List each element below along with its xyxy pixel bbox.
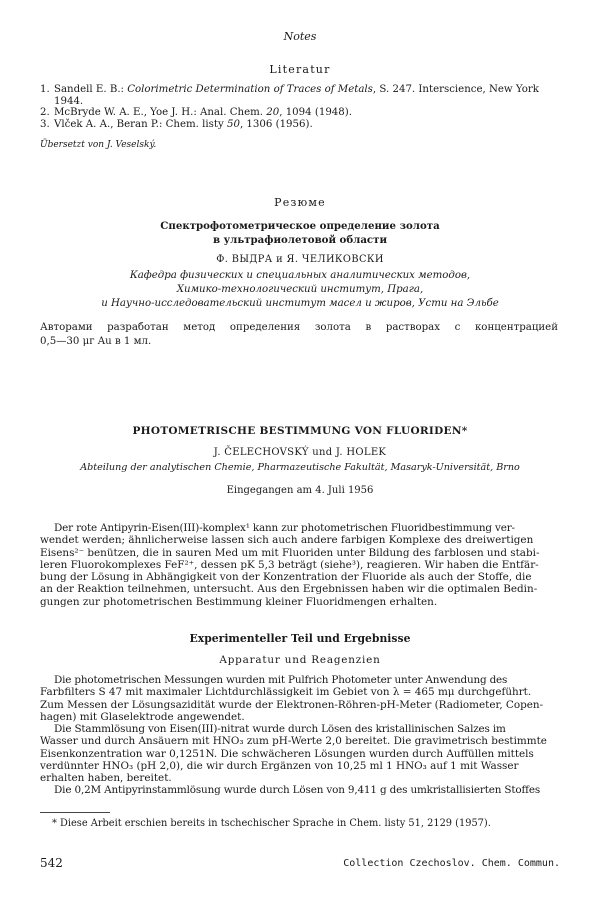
paragraph-line: erhalten haben, bereitet.	[40, 772, 172, 785]
section-title: Experimenteller Teil und Ergebnisse	[189, 632, 411, 645]
article-title: PHOTOMETRISCHE BESTIMMUNG VON FLUORIDEN*	[132, 425, 468, 437]
intro-line: an der Reaktion teilnehmen, untersucht. Aus den Ergebnissen haben wir die optimalen Bedin-	[40, 583, 538, 596]
paragraph-line: Die Stammlösung von Eisen(III)-nitrat wurde durch Lösen des kristallinischen Salzes im	[54, 723, 506, 735]
running-title: Notes	[283, 30, 317, 43]
intro-line: gungen zur photometrischen Bestimmung kleiner Fluoridmengen erhalten.	[40, 595, 438, 608]
resume-title-line1: Спектрофотометрическое определение золота	[160, 220, 440, 232]
paragraph-line: hagen) mit Glaselektrode angewendet.	[40, 710, 245, 723]
reference-item: 1. Sandell E. B.: Colorimetric Determination of Traces of Metals, S. 247. Interscience, New York 1944.	[40, 84, 539, 107]
literatur-heading: Literatur	[269, 63, 331, 76]
resume-affiliation-line2: Химико-технологический институт, Прага,	[176, 284, 424, 295]
intro-line: bung der Lösung in Abhängigkeit von der Konzentration der Fluoride als auch der Stoffe, die	[40, 571, 532, 584]
subsection-title: Apparatur und Reagenzien	[219, 654, 381, 666]
intro-line: Der rote Antipyrin-Eisen(III)-komplex¹ kann zur photometrischen Fluoridbestimmung ver-	[54, 522, 515, 534]
paragraph-line: Die photometrischen Messungen wurden mit Pulfrich Photometer unter Anwendung des	[54, 674, 508, 686]
resume-text: Авторами разработан метод определения золота в растворах с концентрацией 0,5—30 μг Au в 1 мл.	[40, 322, 558, 347]
journal-name: Collection Czechoslov. Chem. Commun.	[343, 858, 560, 869]
paragraph-line: Farbfilters S 47 mit maximaler Lichtdurchlässigkeit im Gebiet von λ = 465 mμ durchgeführt.	[40, 686, 532, 699]
article-authors: J. ČELECHOVSKÝ und J. HOLEK	[213, 447, 387, 458]
paragraph-line: verdünnter HNO₃ (pH 2,0), die wir durch Ergänzen von 10,25 ml 1 HNO₃ auf 1 mit Wasser	[40, 759, 519, 772]
paragraph-line: Die 0,2M Antipyrinstammlösung wurde durch Lösen von 9,411 g des umkristallisierten Stoffes	[54, 784, 541, 796]
intro-line: leren Fluorokomplexes FeF²⁺, dessen pK 5,3 beträgt (siehe³), reagieren. Wir haben die Entfär-	[40, 558, 539, 571]
intro-line: Eisens²⁻ benützen, die in sauren Med um mit Fluoriden unter Bildung des farblosen und stabi-	[40, 546, 540, 559]
paragraph-line: Zum Messen der Lösungsazidität wurde der Elektronen-Röhren-pH-Meter (Radiometer, Copen-	[40, 698, 544, 711]
page-number: 542	[40, 856, 63, 870]
received-date: Eingegangen am 4. Juli 1956	[226, 485, 374, 496]
reference-item: 3. Vlček A. A., Beran P.: Chem. listy 50, 1306 (1956).	[40, 118, 313, 130]
antipyrin-paragraph	[40, 784, 558, 796]
footnote-divider	[40, 812, 110, 813]
resume-heading: Резюме	[274, 196, 326, 209]
footnote: * Diese Arbeit erschien bereits in tschechischer Sprache in Chem. listy 51, 2129 (1957).	[52, 818, 491, 829]
paragraph-line: Wasser und durch Ansäuern mit HNO₃ zum pH-Werte 2,0 bereitet. Die gravimetrisch bestimmte	[40, 735, 547, 748]
reference-item: 2. McBryde W. A. E., Yoe J. H.: Anal. Chem. 20, 1094 (1948).	[40, 107, 352, 119]
intro-line: wendet werden; ähnlicherweise lassen sich auch andere farbigen Komplexe des dreiwertigen	[40, 534, 534, 547]
resume-affiliation-line1: Кафедра физических и специальных аналитических методов,	[129, 270, 471, 281]
resume-affiliation-line3: и Научно-исследовательский институт масел и жиров, Усти на Эльбе	[101, 298, 499, 309]
paragraph-line: Eisenkonzentration war 0,1251N. Die schwächeren Lösungen wurden durch Auffüllen mittels	[40, 747, 534, 760]
article-affiliation: Abteilung der analytischen Chemie, Pharmazeutische Fakultät, Masaryk-Universität, Brno	[80, 462, 520, 473]
intro-paragraph	[40, 522, 558, 608]
resume-title-line2: в ультрафиолетовой области	[212, 234, 387, 246]
translator-note: Übersetzt von J. Veselský.	[40, 140, 157, 150]
stock-solution-paragraph	[40, 723, 558, 784]
reference-list	[40, 84, 570, 130]
resume-authors: Ф. ВЫДРА и Я. ЧЕЛИКОВСКИ	[216, 254, 384, 265]
apparatus-paragraph	[40, 674, 558, 723]
